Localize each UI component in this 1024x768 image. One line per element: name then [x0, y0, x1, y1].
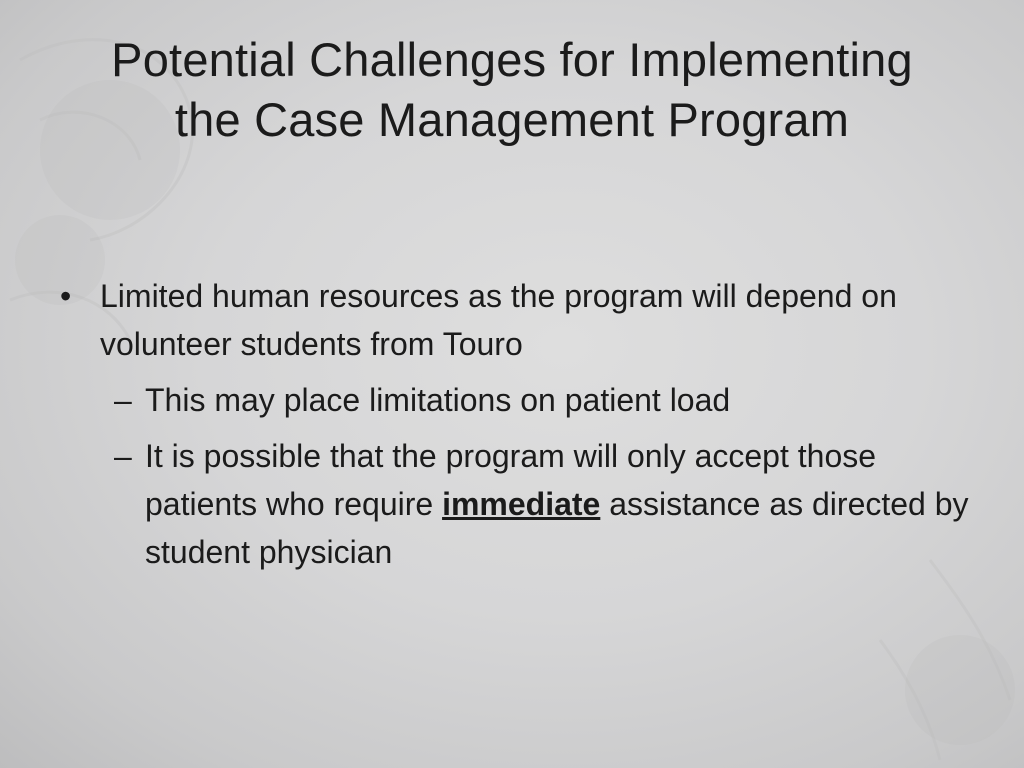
slide-content	[60, 272, 980, 584]
sub-bullet-text-end: assistance as directed by student physician	[145, 486, 969, 570]
title-line-1: Potential Challenges for Implementing	[111, 33, 913, 86]
bullet-text: Limited human resources as the program will depend on volunteer students from Touro	[100, 278, 897, 362]
dash-marker: –	[114, 438, 132, 474]
emphasized-word: immediate	[442, 486, 601, 522]
title-line-2: the Case Management Program	[174, 93, 850, 146]
bullet-marker: •	[60, 278, 72, 314]
bullet-item	[60, 272, 980, 368]
sub-bullet-list	[60, 376, 980, 576]
sub-bullet-text-start: It is possible that the program will only accept those patients who require	[145, 438, 877, 522]
slide-title	[40, 30, 984, 150]
dash-marker: –	[114, 382, 132, 418]
sub-bullet-item	[60, 432, 980, 576]
sub-bullet-text: This may place limitations on patient load	[145, 382, 731, 418]
sub-bullet-item	[60, 376, 980, 424]
